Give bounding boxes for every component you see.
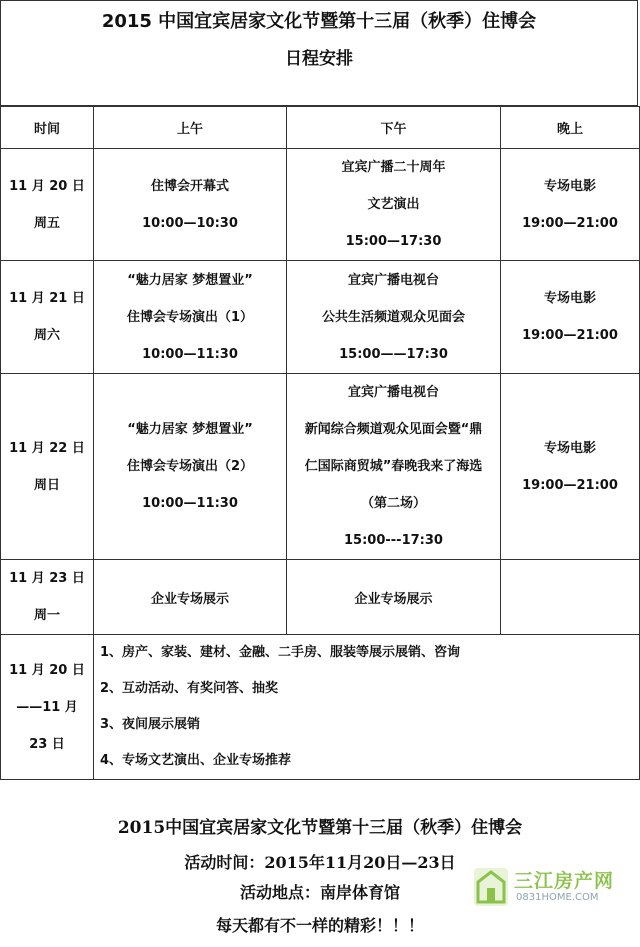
event-time: 15:00——17:30 [339,346,448,362]
event-time: 19:00—21:00 [522,215,618,231]
event-time: 10:00—11:30 [142,346,238,362]
date-text: 11 月 21 日 [9,291,85,306]
document-subtitle: 日程安排 [285,49,353,69]
activity-item: 4、专场文艺演出、企业专场推荐 [100,753,292,768]
date-range-cell [1,635,94,780]
event-name: 新闻综合频道观众见面会暨“鼎 [304,422,483,437]
schedule-table [0,106,640,780]
table-row [1,149,640,261]
header-afternoon: 下午 [287,107,501,149]
date-cell [1,560,94,635]
table-row [1,261,640,374]
afternoon-cell [287,149,501,261]
date-range-end: 23 日 [29,736,65,752]
header-time: 时间 [1,107,94,149]
event-name: 文艺演出 [367,197,420,212]
event-time: 15:00---17:30 [344,533,443,548]
event-name: 宜宾广播电视台 [347,385,439,400]
footer-event-time: 活动时间：2015年11月20日—23日 [184,853,456,872]
event-name: 专场电影 [543,291,596,306]
event-name: 住博会开幕式 [150,178,229,194]
morning-cell [94,374,287,560]
event-name: 公共生活频道观众见面会 [321,309,465,325]
weekday-text: 周六 [33,328,60,343]
event-name: 专场电影 [543,178,596,194]
title-box [0,0,638,106]
date-range-start: 11 月 20 日 [9,662,85,678]
watermark-name: 三江房产网 [514,870,615,892]
morning-cell [94,261,287,374]
house-logo-icon [472,862,510,908]
activity-item: 2、互动活动、有奖问答、抽奖 [100,681,279,696]
document-title: 2015 中国宜宾居家文化节暨第十三届（秋季）住博会 [101,11,537,32]
event-time: 15:00—17:30 [345,234,442,249]
date-text: 11 月 22 日 [9,440,85,456]
afternoon-cell: 企业专场展示 [287,560,501,635]
date-text: 11 月 23 日 [9,571,85,586]
date-cell [1,149,94,261]
footer-event-title: 2015中国宜宾居家文化节暨第十三届（秋季）住博会 [117,818,523,838]
summary-row [1,635,640,780]
evening-cell [501,261,640,374]
weekday-text: 周日 [33,477,60,493]
evening-cell [501,374,640,560]
evening-cell [501,149,640,261]
afternoon-cell [287,374,501,560]
event-name: “魅力居家 梦想置业” [127,272,253,288]
afternoon-cell [287,261,501,374]
evening-cell [501,560,640,635]
watermark-url: 0831HOME.COM [516,892,599,903]
event-name: 专场电影 [543,440,596,456]
table-row [1,560,640,635]
table-header-row [1,107,640,149]
date-cell [1,261,94,374]
morning-cell: 企业专场展示 [94,560,287,635]
header-morning: 上午 [94,107,287,149]
event-name: 住博会专场演出（2） [126,459,254,474]
morning-cell [94,149,287,261]
date-text: 11 月 20 日 [9,178,85,194]
date-cell [1,374,94,560]
event-name: “魅力居家 梦想置业” [127,422,253,437]
weekday-text: 周一 [33,608,60,623]
footer-slogan: 每天都有不一样的精彩！！！ [215,916,424,935]
date-range-mid: ——11 月 [16,699,78,715]
table-row [1,374,640,560]
activity-item: 3、夜间展示展销 [100,717,201,732]
event-time: 10:00—10:30 [142,215,238,231]
event-name: 仁国际商贸城”春晚我来了海选 [304,459,483,474]
header-evening: 晚上 [501,107,640,149]
event-name: 宜宾广播电视台 [347,272,439,288]
event-name: （第二场） [360,496,426,511]
event-time: 10:00—11:30 [142,496,238,511]
event-name: 宜宾广播二十周年 [341,160,446,175]
weekday-text: 周五 [33,215,60,231]
event-name: 住博会专场演出（1） [126,309,254,325]
activity-item: 1、房产、家装、建材、金融、二手房、服装等展示展销、咨询 [100,645,461,660]
activities-cell [94,635,640,780]
watermark-logo [472,862,632,912]
event-time: 19:00—21:00 [522,477,618,493]
event-time: 19:00—21:00 [522,328,618,343]
footer-event-venue: 活动地点：南岸体育馆 [239,883,400,902]
